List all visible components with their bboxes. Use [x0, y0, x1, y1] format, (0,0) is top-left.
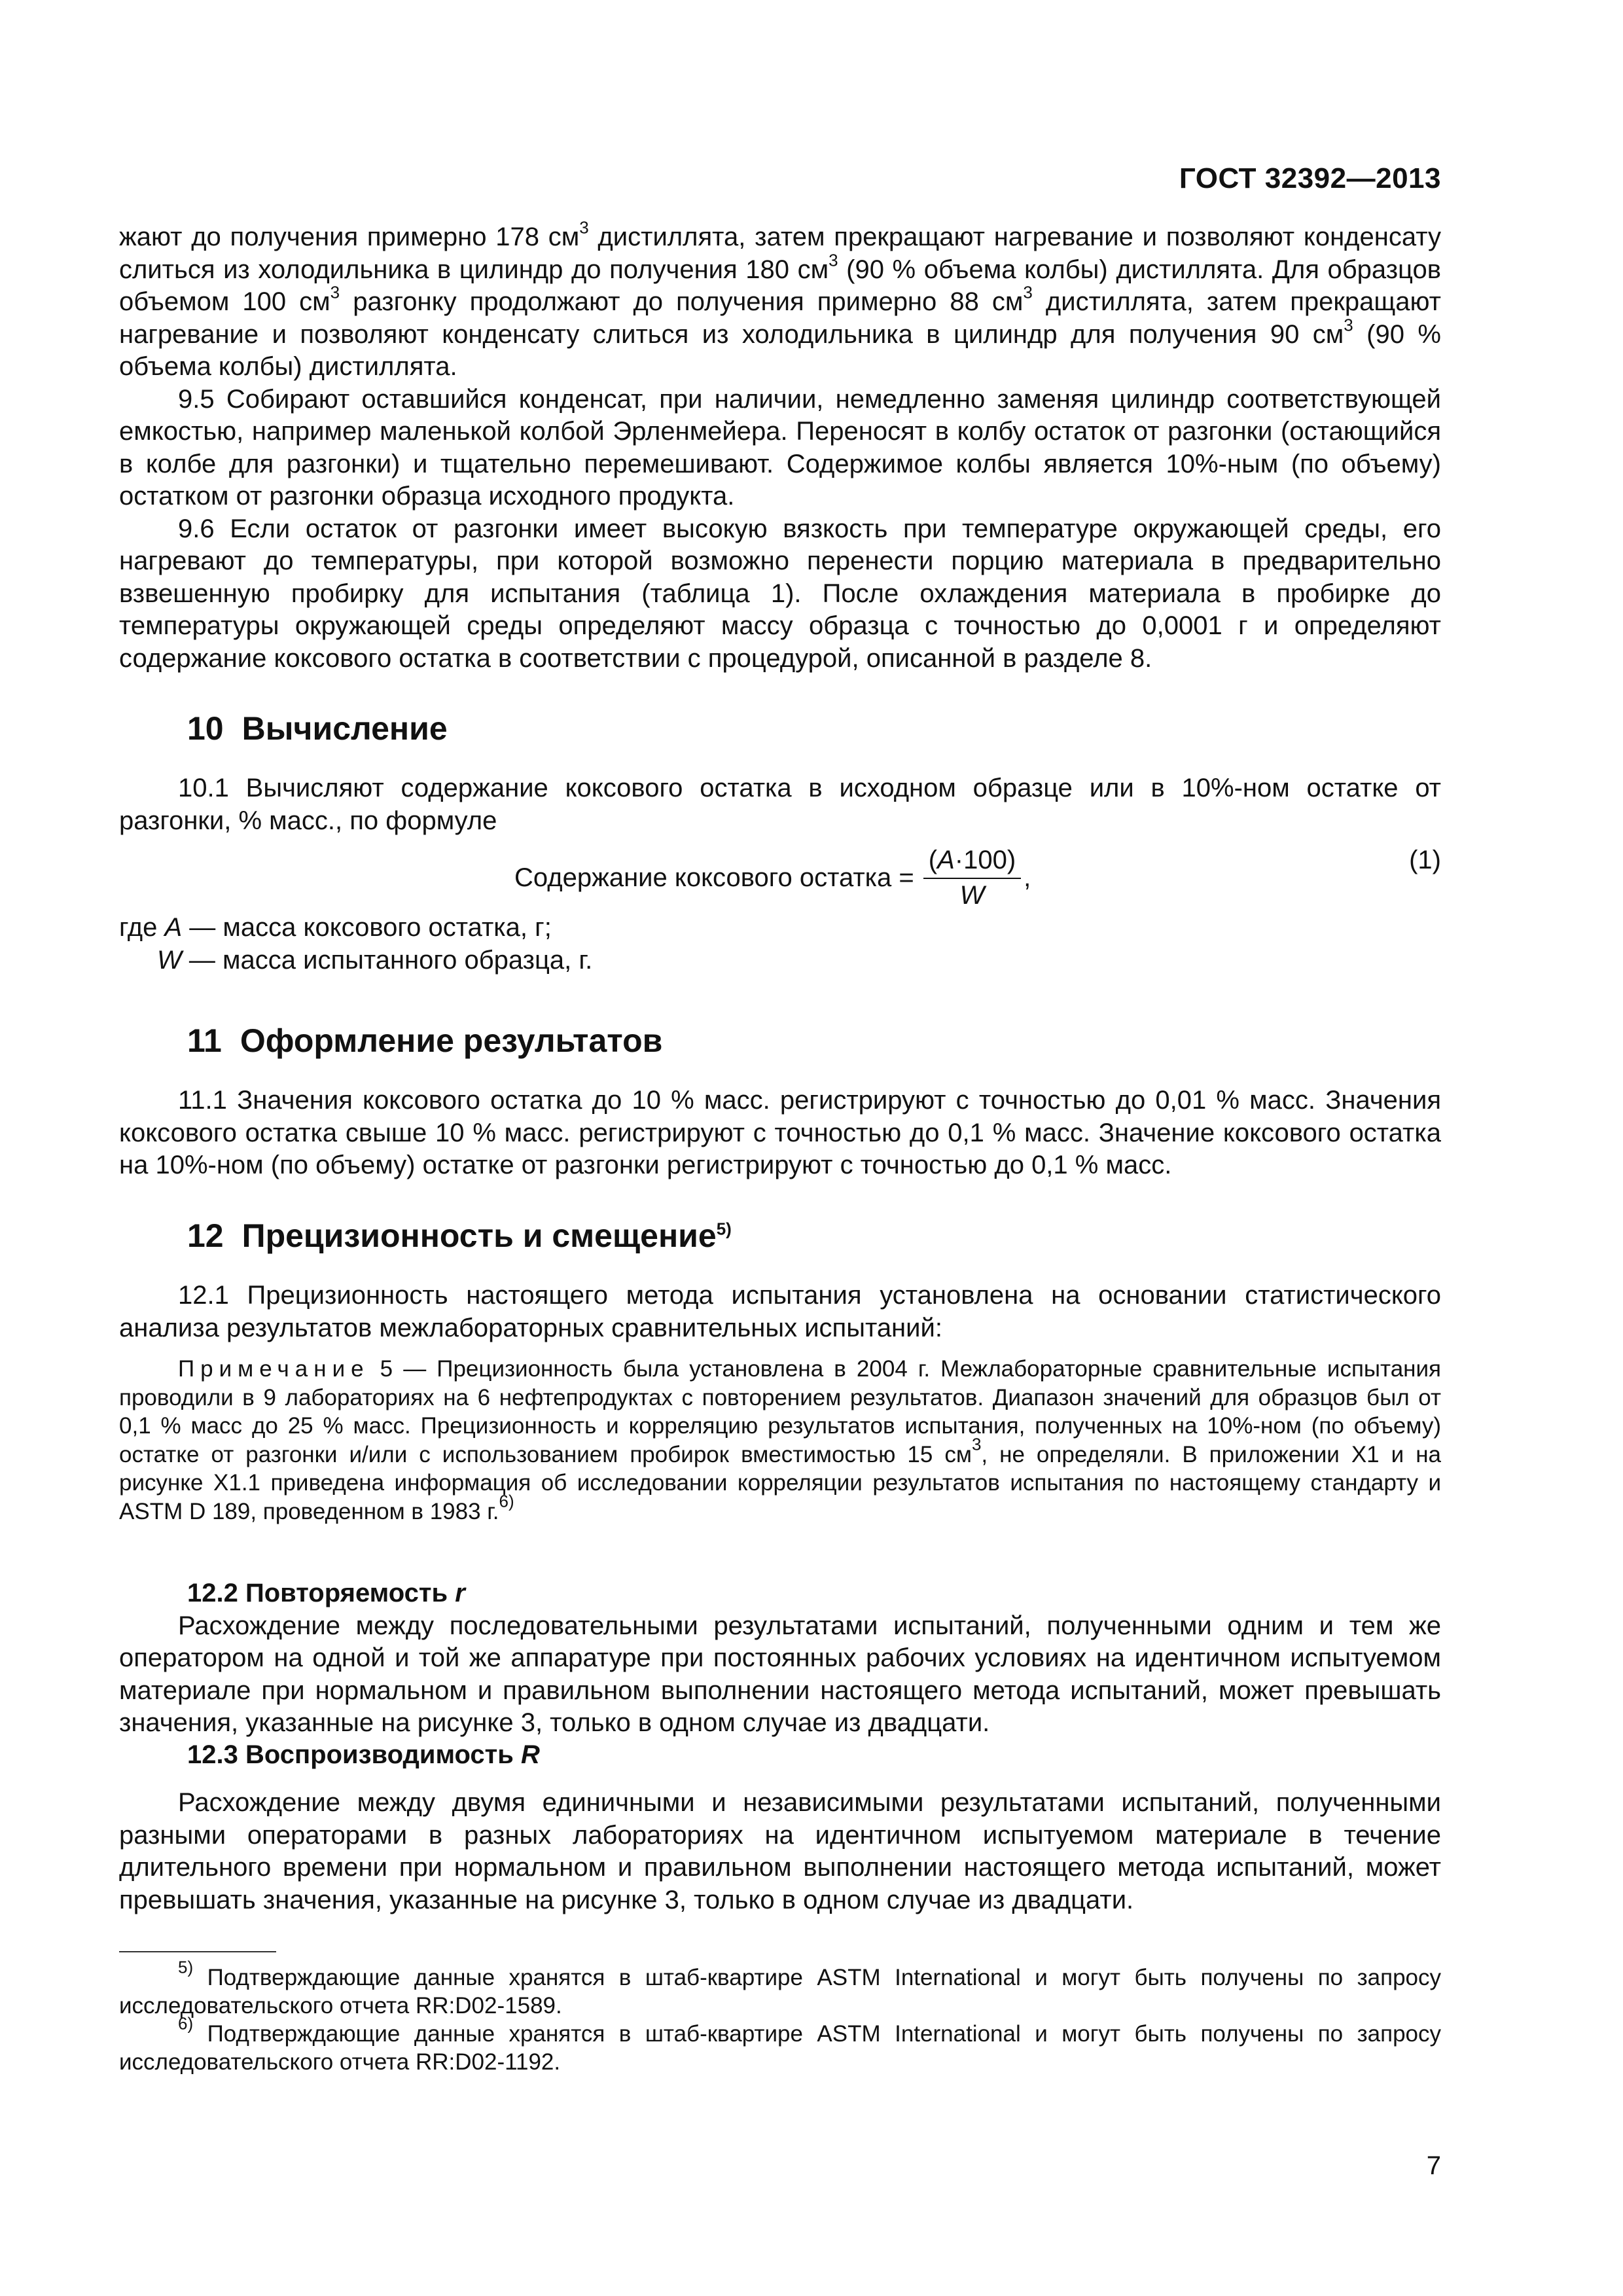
footnote-ref-5: 5): [716, 1219, 732, 1239]
note-label: Примечание: [178, 1356, 370, 1382]
section-11-body: [119, 1085, 1441, 1182]
formula-fraction: $\frac{(A\cdot 100)}{W}$: [923, 846, 1021, 909]
paragraph-9-6: 9.6 Если остаток от разгонки имеет высокую вязкость при температуре окружающей среды, его нагревают до температуры, при которой возможно перенести порцию материала в предварительно взвешенную пробирку для испытания (таблица 1). После охлаждения материала в пробирке до температуры окружающей среды определяют массу образца с точностью до 0,0001 г и определяют содержание коксового остатка в соответствии с процедурой, описанной в разделе 8.: [119, 514, 1441, 673]
paragraph-11-1: 11.1 Значения коксового остатка до 10 % масс. регистрируют с точностью до 0,01 % масс. Значения коксового остатка свыше 10 % масс. регистрируют с точностью до 0,1 % масс. Значение коксового остатка на 10%-ном (по объему) остатке от разгонки регистрируют с точностью до 0,1 % масс.: [119, 1086, 1441, 1179]
section-10: [119, 709, 1441, 748]
heading-12-3: 12.3 Воспроизводимость R: [187, 1740, 540, 1769]
footnote-divider: [119, 1951, 276, 1952]
section-10-heading: 10 Вычисление: [187, 710, 448, 747]
footnote-ref-6: 6): [499, 1490, 514, 1511]
formula-left-text: Содержание коксового остатка =: [514, 863, 914, 892]
section-10-body: [119, 772, 1441, 977]
footnote-5: $^{5)}$ Подтверждающие данные хранятся в штаб-квартире ASTM International и могут быть получены по запросу исследовательского отчета RR:D02-1589.: [119, 1957, 1441, 2018]
legend-w: W — масса испытанного образца, г.: [157, 945, 593, 975]
subsection-12-3-body: [119, 1787, 1441, 1916]
formula-1: Содержание коксового остатка = $\frac{(A\cdot 100)}{W}$ , (1): [514, 846, 1441, 910]
section-9-continuation: [119, 217, 1442, 675]
section-11-heading: 11 Оформление результатов: [187, 1022, 663, 1059]
page-number: 7: [1426, 2151, 1441, 2180]
footnotes: [119, 1957, 1441, 2076]
legend-a: где A — масса коксового остатка, г;: [119, 913, 552, 942]
subsection-12-3: [119, 1739, 1441, 1772]
paragraph-12-1: 12.1 Прецизионность настоящего метода испытания установлена на основании статистического анализа результатов межлабораторных сравнительных испытаний:: [119, 1281, 1441, 1342]
paragraph-12-2: Расхождение между последовательными результатами испытаний, полученными одним и тем же оператором на одной и той же аппаратуре при постоянных рабочих условиях на идентичном испытуемом материале при нормальном и правильном выполнении настоящего метода испытаний, может превышать значения, указанные на рисунке 3, только в одном случае из двадцати.: [119, 1611, 1441, 1737]
note-5: Примечание 5 — Прецизионность была установлена в 2004 г. Межлабораторные сравнительные испытания проводили в 9 лабораториях на 6 нефтепродуктах с повторением результатов. Диапазон значений для образцов был от 0,1 % масс до 25 % масс. Прецизионность и корреляцию результатов испытания, полученных на 10%-ном (по объему) остатке от разгонки и/или с использованием пробирок вместимостью 15 $см^3$, не определяли. В приложении X1 и на рисунке X1.1 приведена информация об исследовании корреляции результатов испытания по настоящему стандарту и ASTM D 189, проведенном в 1983 г.$^{6)}$: [119, 1356, 1441, 1524]
section-12-heading: 12 Прецизионность и смещение$^{5)}$: [187, 1217, 732, 1254]
heading-12-2: 12.2 Повторяемость r: [187, 1579, 465, 1607]
footnote-6: $^{6)}$ Подтверждающие данные хранятся в штаб-квартире ASTM International и могут быть получены по запросу исследовательского отчета RR:D02-1192.: [119, 2013, 1441, 2075]
subsection-12-2: [119, 1577, 1441, 1740]
standard-code: ГОСТ 32392—2013: [1179, 162, 1441, 194]
paragraph-12-3: Расхождение между двумя единичными и независимыми результатами испытаний, полученными разными операторами в разных лабораториях на идентичном испытуемом материале в течение длительного времени при нормальном и правильном выполнении настоящего метода испытаний, может превышать значения, указанные на рисунке 3, только в одном случае из двадцати.: [119, 1788, 1441, 1914]
paragraph-10-1: 10.1 Вычисляют содержание коксового остатка в исходном образце или в 10%-ном остатке от разгонки, % масс., по формуле: [119, 774, 1441, 835]
section-12: [119, 1216, 1441, 1255]
section-11: [119, 1021, 1441, 1060]
formula-legend: [119, 912, 1441, 977]
paragraph-9-4-continuation: жают до получения примерно 178 $см^3$ дистиллята, затем прекращают нагревание и позволяют конденсату слиться из холодильника в цилиндр до получения 180 $см^3$ (90 % объема колбы) дистиллята. Для образцов объемом 100 $см^3$ разгонку продолжают до получения примерно 88 $см^3$ дистиллята, затем прекращают нагревание и позволяют конденсату слиться из холодильника в цилиндр для получения 90 $см^3$ (90 % объема колбы) дистиллята.: [119, 217, 1442, 381]
section-12-body: [119, 1280, 1441, 1344]
paragraph-9-5: 9.5 Собирают оставшийся конденсат, при наличии, немедленно заменяя цилиндр соответствующей емкостью, например маленькой колбой Эрленмейера. Переносят в колбу остаток от разгонки (остающийся в колбе для разгонки) и тщательно перемешивают. Содержимое колбы является 10%-ным (по объему) остатком от разгонки образца исходного продукта.: [119, 384, 1441, 511]
equation-number: (1): [1409, 846, 1441, 874]
